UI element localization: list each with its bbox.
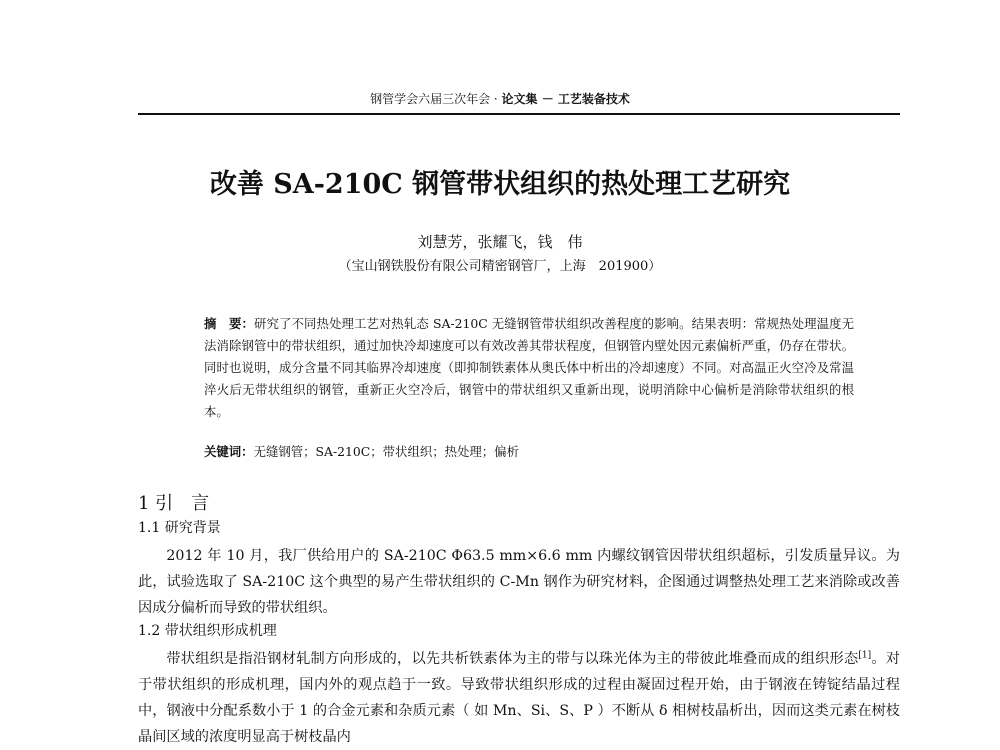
- paragraph-mechanism: [138, 646, 900, 750]
- mechanism-text-b: 。对于带状组织的形成机理，国内外的观点趋于一致。导致带状组织形成的过程由凝固过程开始，由于钢液在铸锭结晶过程中，钢液中分配系数小于 1 的合金元素和杂质元素（ 如 Mn、Si、S、P ）不断从 δ 相树枝晶析出，因而这类元素在树枝晶间区域的浓度明显高于树枝晶内: [138, 651, 900, 745]
- paper-title: 改善 SA-210C 钢管带状组织的热处理工艺研究: [209, 169, 791, 200]
- header-separator: －: [537, 92, 558, 106]
- keywords: [204, 443, 854, 461]
- paragraph-background: 2012 年 10 月，我厂供给用户的 SA-210C Φ63.5 mm×6.6 mm 内螺纹钢管因带状组织超标，引发质量异议。为此，试验选取了 SA-210C 这个典型的易产生带状组织的 C-Mn 钢作为研究材料，企图通过调整热处理工艺来消除或改善因成分偏析而导致的带状组织。: [138, 548, 900, 616]
- header-collection: 论文集: [501, 92, 538, 106]
- mechanism-text-a: 带状组织是指沿钢材轧制方向形成的，以先共析铁素体为主的带与以珠光体为主的带彼此堆叠而成的组织形态: [166, 651, 859, 667]
- authors: 刘慧芳，张耀飞，钱 伟: [417, 233, 583, 251]
- header-section: 工艺装备技术: [557, 92, 630, 106]
- subsection-heading-mechanism: 1.2 带状组织形成机理: [138, 623, 277, 639]
- affiliation: （宝山钢铁股份有限公司精密钢管厂，上海 201900）: [338, 259, 662, 274]
- section-heading-introduction: 1 引 言: [138, 493, 210, 514]
- abstract-label: 摘 要：: [204, 316, 254, 331]
- subsection-heading-background: 1.1 研究背景: [138, 520, 221, 536]
- keywords-text: 无缝钢管；SA-210C；带状组织；热处理；偏析: [253, 444, 519, 459]
- keywords-label: 关键词：: [204, 444, 254, 459]
- header-rule: [138, 113, 900, 115]
- citation-ref: [1]: [858, 650, 872, 661]
- abstract-body: [172, 313, 854, 423]
- abstract: [172, 313, 854, 423]
- running-header: [0, 91, 1000, 107]
- header-prefix: 钢管学会六届三次年会 ·: [370, 92, 502, 106]
- abstract-text: 研究了不同热处理工艺对热轧态 SA-210C 无缝钢管带状组织改善程度的影响。结果表明：常规热处理温度无法消除钢管中的带状组织，通过加快冷却速度可以有效改善其带状程度，但钢管内壁处因元素偏析严重，仍存在带状。同时也说明，成分含量不同其临界冷却速度（即抑制铁素体从奥氏体中析出的冷却速度）不同。对高温正火空冷及常温淬火后无带状组织的钢管，重新正火空冷后，钢管中的带状组织又重新出现，说明消除中心偏析是消除带状组织的根本。: [204, 316, 854, 419]
